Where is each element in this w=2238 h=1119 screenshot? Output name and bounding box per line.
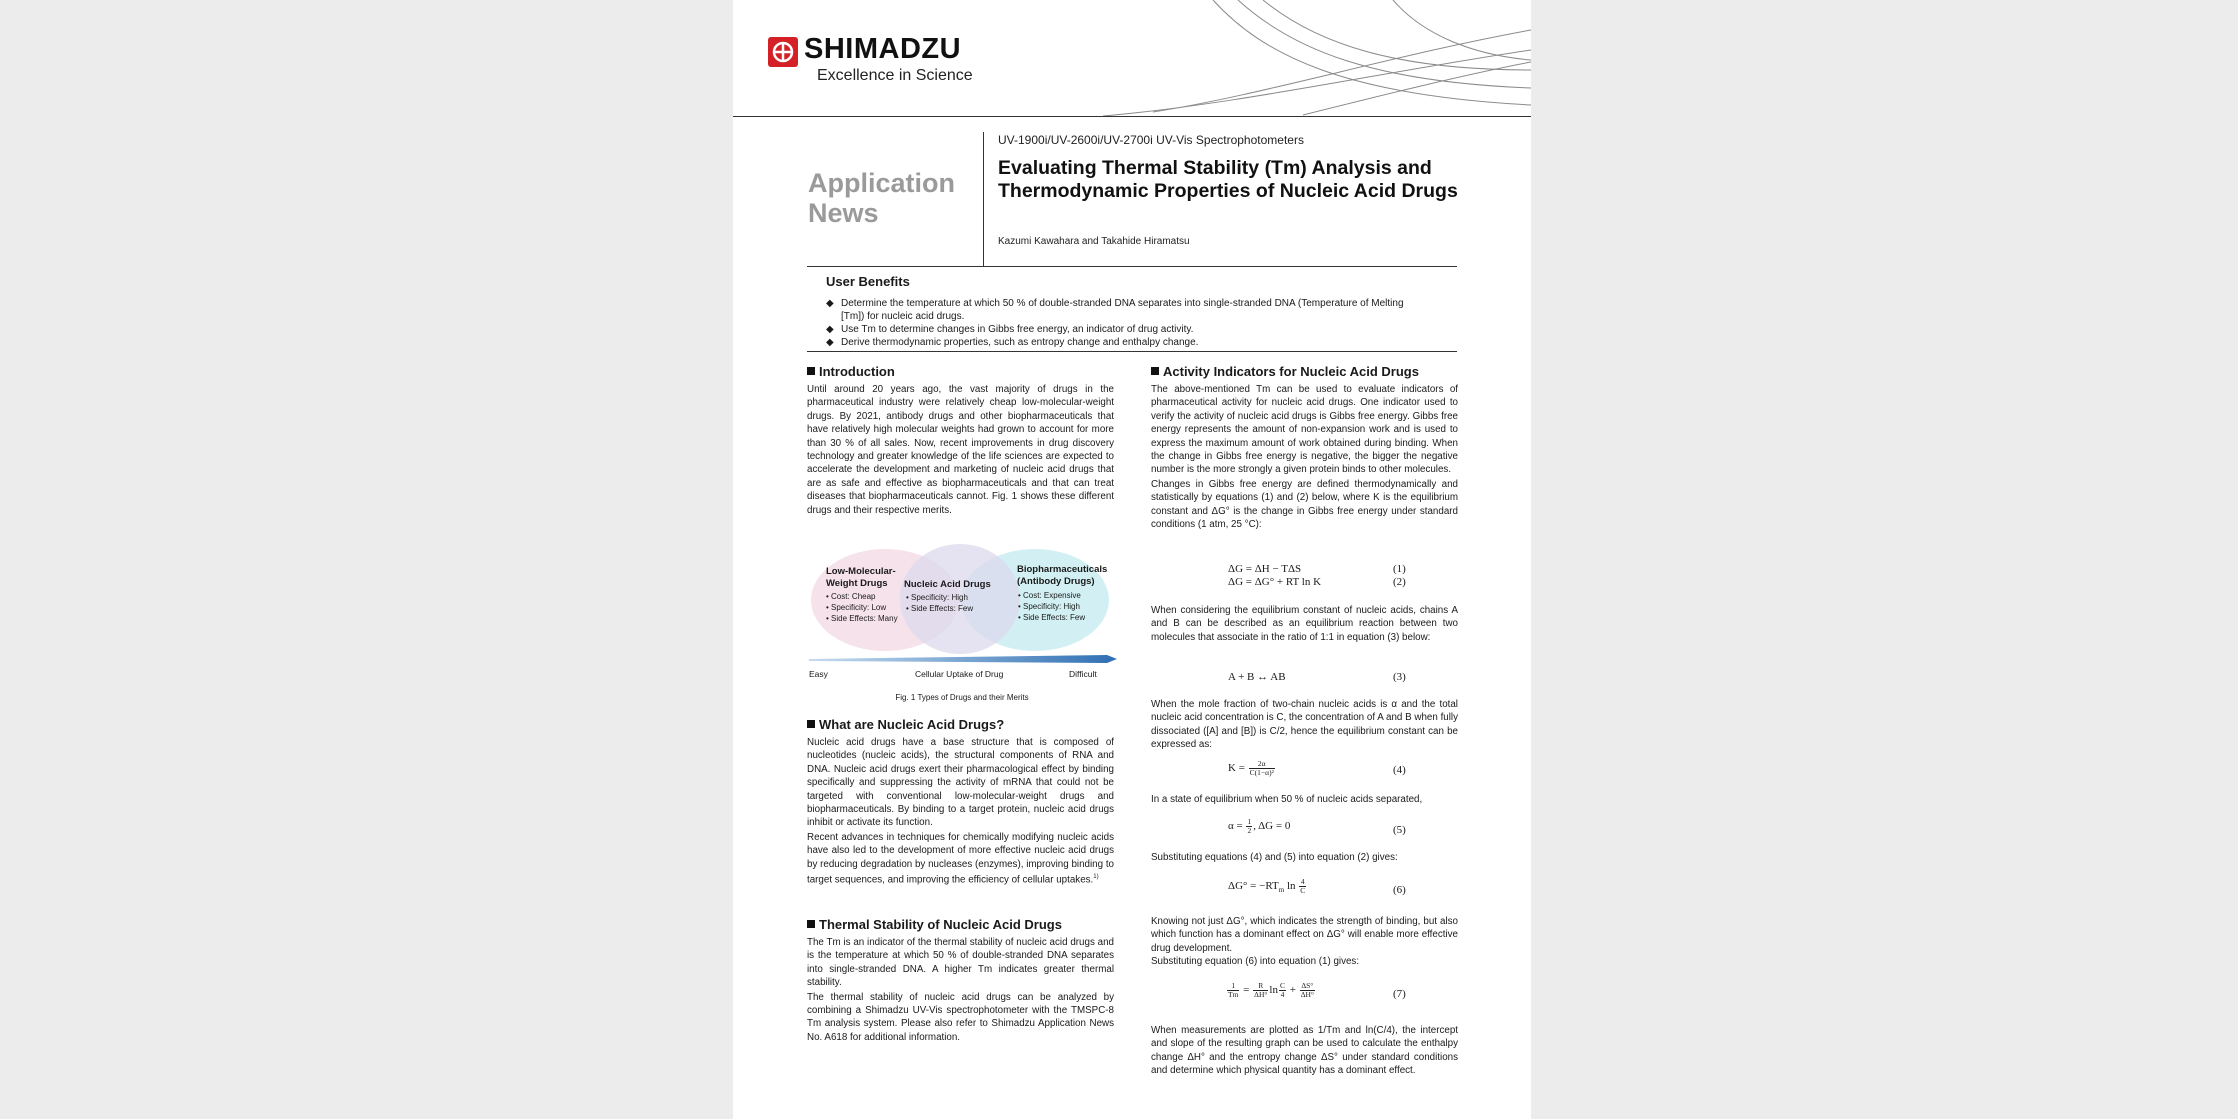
- eq5-rhs: , ΔG = 0: [1253, 820, 1291, 833]
- equation-2: ΔG = ΔG° + RT ln K: [1228, 576, 1322, 588]
- nucleic-acid-section: [807, 717, 1114, 888]
- venn-center-title: Nucleic Acid Drugs: [904, 579, 991, 590]
- eq5-numerator: 1: [1247, 817, 1252, 826]
- nad-heading-text: What are Nucleic Acid Drugs?: [819, 717, 1005, 732]
- title-vertical-rule: [983, 132, 984, 266]
- title-bottom-rule: [807, 266, 1457, 267]
- square-bullet-icon: [807, 367, 815, 375]
- eq7-frac-4-den: ΔH°: [1300, 990, 1314, 999]
- eq4-fraction: [1249, 760, 1275, 777]
- eq4-numerator: 2α: [1249, 760, 1275, 769]
- activity-paragraph-8: Substituting equation (6) into equation (1) gives:: [1151, 956, 1360, 967]
- venn-right-item: • Cost: Expensive: [1018, 591, 1081, 600]
- activity-paragraph-3: When considering the equilibrium constant of nucleic acids, chains A and B can be described as an equilibrium reaction between two molecules that associate in the ratio of 1:1 in equation (3) below:: [1151, 605, 1458, 643]
- equation-3-number: (3): [1393, 671, 1406, 683]
- eq7-frac-3-num: C: [1279, 981, 1285, 990]
- equation-1: ΔG = ΔH − TΔS: [1228, 563, 1302, 575]
- right-column-top: [1151, 364, 1458, 532]
- equation-6: [1228, 878, 1307, 897]
- intro-heading-text: Introduction: [819, 364, 895, 379]
- figure-1: [807, 536, 1117, 706]
- page-title: Evaluating Thermal Stability (Tm) Analysis and Thermodynamic Properties of Nucleic Acid Drugs: [998, 157, 1458, 202]
- benefit-text: Use Tm to determine changes in Gibbs free energy, an indicator of drug activity.: [841, 324, 1194, 335]
- eq7-frac-2-num: R: [1253, 982, 1268, 991]
- venn-right-item: • Side Effects: Few: [1018, 613, 1086, 622]
- activity-paragraph-6: Substituting equations (4) and (5) into equation (2) gives:: [1151, 852, 1398, 863]
- venn-center-list: [906, 592, 973, 614]
- benefit-text: Determine the temperature at which 50 % of double-stranded DNA separates into single-stranded DNA (Temperature of Melting [Tm]) for nucleic acid drugs.: [841, 298, 1404, 322]
- nad-paragraph-2: [807, 831, 1114, 887]
- eq7-frac-1-den: Tm: [1228, 990, 1239, 999]
- venn-center-item: • Side Effects: Few: [906, 604, 974, 613]
- benefits-heading: User Benefits: [826, 274, 910, 289]
- diamond-bullet-icon: ◆: [826, 324, 834, 335]
- eq5-fraction: [1246, 818, 1252, 835]
- brand-tagline: Excellence in Science: [817, 67, 973, 84]
- eq7-frac-2-den: ΔH°: [1254, 990, 1268, 999]
- venn-left-title-2: Weight Drugs: [826, 578, 888, 589]
- square-bullet-icon: [1151, 367, 1159, 375]
- shimadzu-logo-icon: [768, 37, 798, 67]
- equation-6-number: (6): [1393, 884, 1406, 896]
- venn-right-title-2: (Antibody Drugs): [1017, 576, 1095, 587]
- venn-left-list: [826, 591, 898, 624]
- venn-right-list: [1018, 590, 1085, 623]
- eq7-equals: =: [1243, 984, 1250, 997]
- equation-7-number: (7): [1393, 988, 1406, 1000]
- eq6-denominator: C: [1300, 886, 1306, 895]
- intro-heading: [807, 364, 1114, 380]
- activity-heading-text: Activity Indicators for Nucleic Acid Drugs: [1163, 364, 1419, 379]
- application-news-label: [808, 168, 955, 228]
- eq7-ln: ln: [1269, 984, 1278, 997]
- nad-heading: [807, 717, 1114, 733]
- benefits-list: [826, 297, 1416, 349]
- venn-right-item: • Specificity: High: [1018, 602, 1080, 611]
- benefit-text: Derive thermodynamic properties, such as entropy change and enthalpy change.: [841, 337, 1199, 348]
- axis-label-center: Cellular Uptake of Drug: [915, 669, 1004, 679]
- equation-1-number: (1): [1393, 563, 1406, 575]
- benefit-item: [826, 297, 1416, 323]
- nad-paragraph-2-text: Recent advances in techniques for chemically modifying nucleic acids have also led to the development of more effective nucleic acid drugs by reducing degradation by nucleases (enzymes), improving binding to target sequences, and improving the efficiency of cellular uptakes.: [807, 831, 1114, 886]
- square-bullet-icon: [807, 920, 815, 928]
- citation-superscript: 1): [1093, 874, 1099, 881]
- product-line: UV-1900i/UV-2600i/UV-2700i UV-Vis Spectrophotometers: [998, 133, 1304, 147]
- axis-label-difficult: Difficult: [1069, 669, 1097, 679]
- document-page: [733, 0, 1531, 1119]
- header-divider: [733, 116, 1531, 117]
- equation-4-number: (4): [1393, 764, 1406, 776]
- activity-paragraph-1: The above-mentioned Tm can be used to evaluate indicators of pharmaceutical activity for nucleic acid drugs. One indicator used to verify the activity of nucleic acid drugs is Gibbs free energy. Gibbs free energy represents the amount of non-expansion work and is used to express the maximum amount of work obtained during binding. When the change in Gibbs free energy is negative, the bigger the negative number is the more strongly a given protein binds to other molecules.: [1151, 384, 1458, 476]
- eq6-lhs: ΔG° = −RT: [1228, 880, 1279, 893]
- activity-paragraph-9: When measurements are plotted as 1/Tm and ln(C/4), the intercept and slope of the resulting graph can be used to calculate the enthalpy change ΔH° and the entropy change ΔS° under standard conditions and determine which physical quantity has a dominant effect.: [1151, 1025, 1458, 1077]
- nad-paragraph-1: Nucleic acid drugs have a base structure that is composed of nucleotides (nucleic acids), the structural components of RNA and DNA. Nucleic acid drugs exert their pharmacological effect by binding specifically and suppressing the activity of mRNA that could not be targeted with conventional low-molecular-weight drugs and biopharmaceuticals. By binding to a target protein, nucleic acid drugs inhibit or activate its function.: [807, 737, 1114, 829]
- eq7-frac-1: [1227, 982, 1239, 999]
- venn-left-title-1: Low-Molecular-: [826, 566, 896, 577]
- activity-paragraph-5: In a state of equilibrium when 50 % of nucleic acids separated,: [1151, 794, 1423, 805]
- eq7-frac-3: [1279, 982, 1286, 999]
- venn-right-title: [1017, 564, 1107, 588]
- intro-paragraph: Until around 20 years ago, the vast majority of drugs in the pharmaceutical industry were relatively cheap low-molecular-weight drugs. By 2021, antibody drugs and other biopharmaceuticals that have relatively high molecular weights had grown to account for more than 30 % of all sales. Now, recent improvements in drug discovery technology and greater knowledge of the life sciences are expected to accelerate the development and marketing of nucleic acid drugs that are as safe and effective as biopharmaceuticals and that can treat diseases that biopharmaceuticals cannot. Fig. 1 shows these different drugs and their respective merits.: [807, 384, 1114, 516]
- brand-name: SHIMADZU: [804, 33, 962, 65]
- eq6-numerator: 4: [1300, 877, 1305, 886]
- eq4-denominator: C(1−α)²: [1249, 768, 1274, 777]
- left-column: [807, 364, 1114, 518]
- eq7-frac-3-den: 4: [1280, 990, 1285, 999]
- header-swoosh-graphic: [1063, 0, 1531, 118]
- venn-left-item: • Side Effects: Many: [826, 614, 898, 623]
- venn-left-item: • Specificity: Low: [826, 603, 887, 612]
- thermal-heading: [807, 917, 1114, 933]
- eq6-ln: ln: [1284, 880, 1296, 893]
- eq6-subscript: m: [1278, 886, 1285, 895]
- authors: Kazumi Kawahara and Takahide Hiramatsu: [998, 236, 1190, 247]
- benefits-bottom-rule: [807, 351, 1457, 352]
- equation-5-number: (5): [1393, 824, 1406, 836]
- eq4-lhs: K =: [1228, 762, 1245, 775]
- eq7-frac-2: [1253, 982, 1268, 999]
- thermal-heading-text: Thermal Stability of Nucleic Acid Drugs: [819, 917, 1062, 932]
- thermal-paragraph-1: The Tm is an indicator of the thermal stability of nucleic acid drugs and is the temperature at which 50 % of double-stranded DNA separates into single-stranded DNA. A higher Tm indicates greater thermal stability.: [807, 937, 1114, 989]
- equation-5: [1228, 818, 1290, 835]
- equation-7: [1226, 982, 1316, 999]
- activity-heading: [1151, 364, 1458, 380]
- eq7-frac-4: [1300, 982, 1315, 999]
- venn-left-title: [826, 566, 896, 590]
- eq7-frac-4-num: ΔS°: [1301, 981, 1314, 990]
- benefit-item: [826, 336, 1416, 349]
- eq6-fraction: [1299, 878, 1306, 895]
- venn-right-title-1: Biopharmaceuticals: [1017, 564, 1108, 575]
- activity-paragraph-2: Changes in Gibbs free energy are defined thermodynamically and statistically by equations (1) and (2) below, where K is the equilibrium constant and ΔG° is the change in Gibbs free energy under standard conditions (1 atm, 25 °C):: [1151, 478, 1458, 531]
- eq5-denominator: 2: [1247, 826, 1252, 835]
- diamond-bullet-icon: ◆: [826, 298, 834, 309]
- thermal-paragraph-2: The thermal stability of nucleic acid drugs can be analyzed by combining a Shimadzu UV-Vis spectrophotometer with the TMSPC-8 Tm analysis system. Please also refer to Shimadzu Application News No. A618 for additional information.: [807, 991, 1114, 1043]
- label-line-1: Application: [808, 168, 955, 198]
- label-line-2: News: [808, 198, 879, 228]
- uptake-gradient-arrow: [807, 654, 1117, 666]
- benefit-item: [826, 323, 1416, 336]
- equation-4: [1228, 760, 1276, 777]
- axis-label-easy: Easy: [809, 669, 828, 679]
- venn-left-item: • Cost: Cheap: [826, 592, 876, 601]
- square-bullet-icon: [807, 720, 815, 728]
- activity-paragraph-4: When the mole fraction of two-chain nucleic acids is α and the total nucleic acid concentration is C, the concentration of A and B when fully dissociated ([A] and [B]) is C/2, hence the equilibrium constant can be expressed as:: [1151, 699, 1458, 751]
- venn-center-item: • Specificity: High: [906, 593, 968, 602]
- equation-3: A + B ↔ AB: [1228, 671, 1286, 683]
- thermal-section: [807, 917, 1114, 1045]
- figure-caption: Fig. 1 Types of Drugs and their Merits: [895, 693, 1029, 702]
- eq7-frac-1-num: 1: [1227, 982, 1239, 991]
- equation-2-number: (2): [1393, 576, 1406, 588]
- eq7-plus: +: [1289, 984, 1296, 997]
- activity-paragraph-7: Knowing not just ΔG°, which indicates the strength of binding, but also which function has a dominant effect on ΔG° will enable more effective drug development.: [1151, 916, 1458, 954]
- eq5-lhs: α =: [1228, 820, 1243, 833]
- diamond-bullet-icon: ◆: [826, 337, 834, 348]
